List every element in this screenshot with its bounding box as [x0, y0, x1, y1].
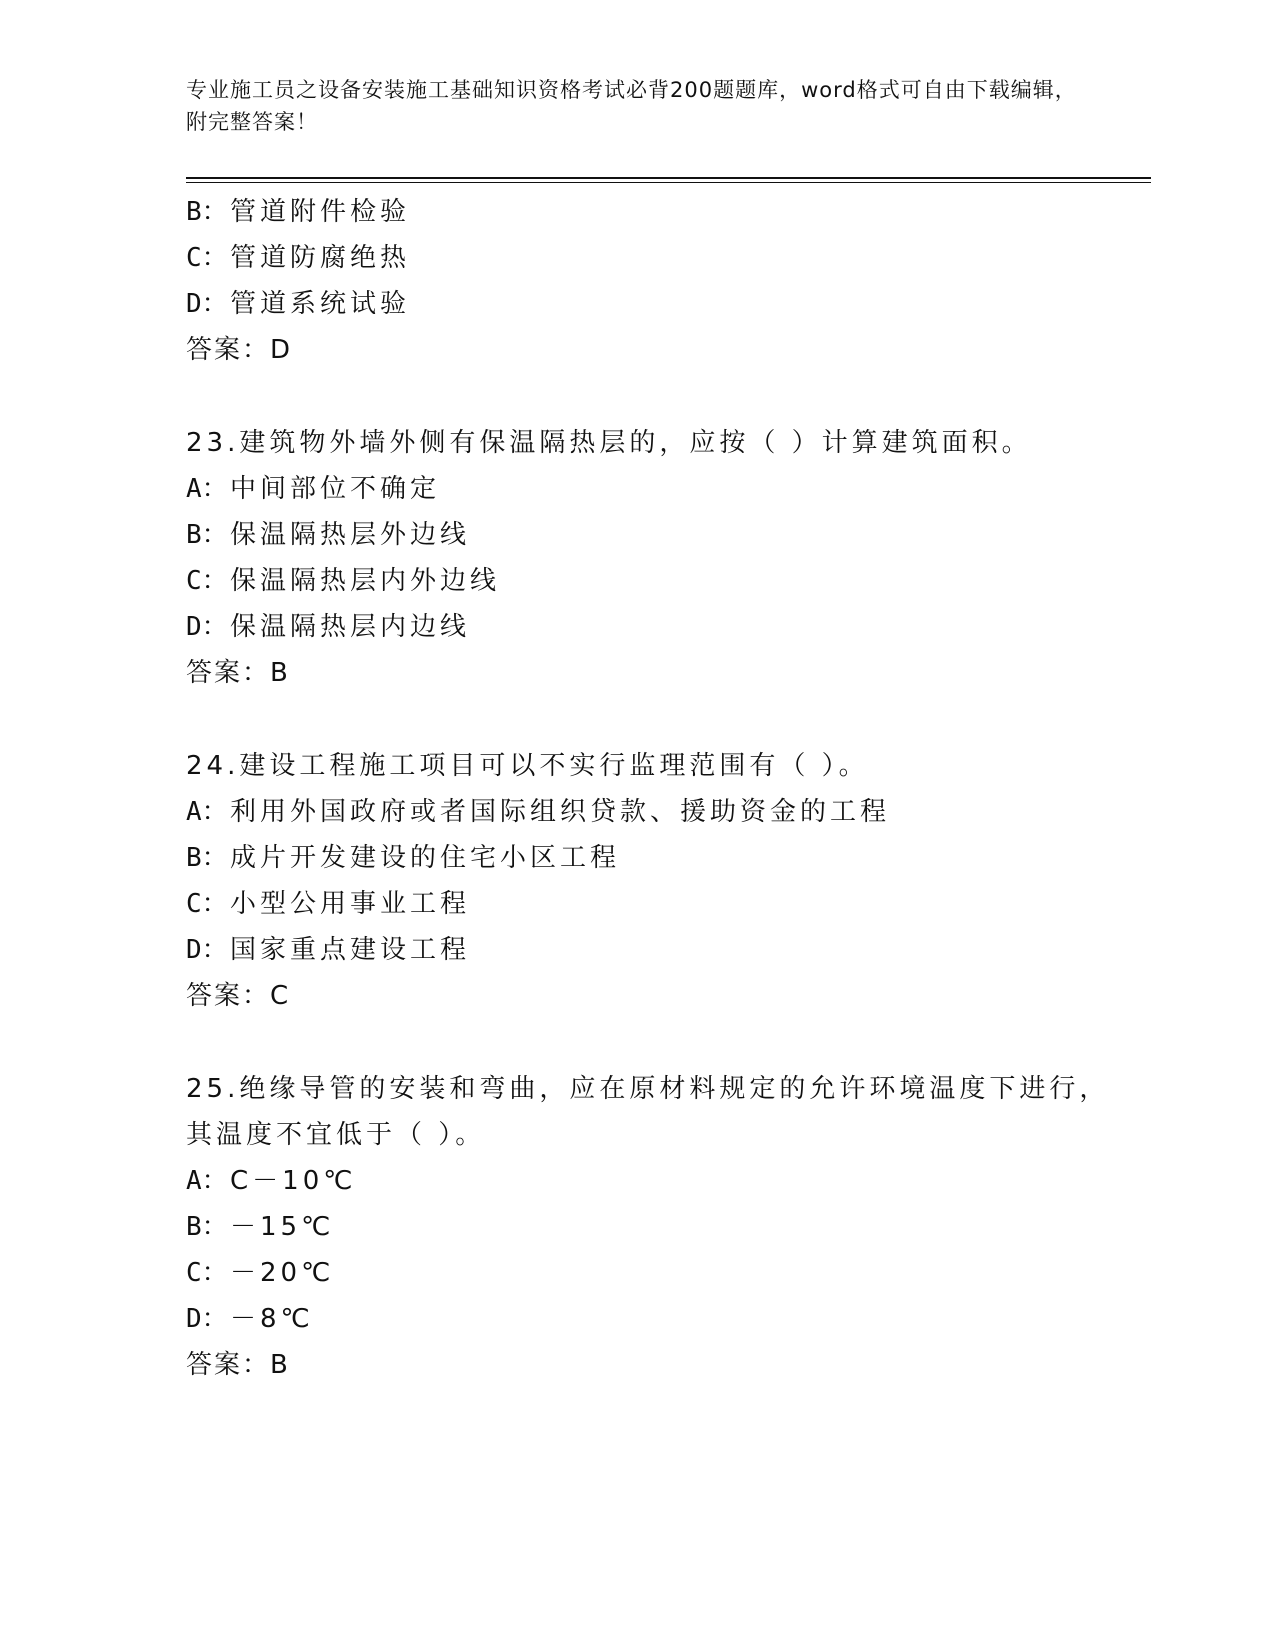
option-key: A：	[186, 797, 228, 827]
option-text: 管道防腐绝热	[230, 243, 411, 273]
question-25	[186, 1066, 1116, 1388]
answer-line: 答案：B	[186, 1350, 290, 1380]
option-text: 国家重点建设工程	[230, 935, 471, 965]
option-key: C：	[186, 1258, 228, 1288]
option-row	[186, 927, 1116, 973]
spacer	[186, 1019, 1116, 1066]
option-text: 保温隔热层外边线	[230, 520, 471, 550]
option-row	[186, 881, 1116, 927]
option-key: B：	[186, 520, 228, 550]
option-row	[186, 281, 1116, 327]
option-key: A：	[186, 474, 228, 504]
option-key: B：	[186, 1212, 228, 1242]
answer-line: 答案：D	[186, 335, 293, 365]
option-row	[186, 1204, 1116, 1250]
option-text: 管道附件检验	[230, 197, 411, 227]
option-row	[186, 1158, 1116, 1204]
option-text: 中间部位不确定	[230, 474, 441, 504]
spacer	[186, 696, 1116, 743]
option-row	[186, 1296, 1116, 1342]
option-row	[186, 189, 1116, 235]
option-text: 成片开发建设的住宅小区工程	[230, 843, 621, 873]
option-key: D：	[186, 289, 228, 319]
option-row	[186, 512, 1116, 558]
option-text: 管道系统试验	[230, 289, 411, 319]
option-row	[186, 835, 1116, 881]
option-row	[186, 604, 1116, 650]
option-text: －20℃	[230, 1258, 335, 1288]
option-key: C：	[186, 566, 228, 596]
option-text: －8℃	[230, 1304, 314, 1334]
question-23	[186, 420, 1116, 696]
option-text: －15℃	[230, 1212, 335, 1242]
answer-line: 答案：B	[186, 658, 290, 688]
option-row	[186, 235, 1116, 281]
option-row	[186, 558, 1116, 604]
option-text: 利用外国政府或者国际组织贷款、援助资金的工程	[230, 797, 891, 827]
header-divider-thick	[186, 177, 1151, 179]
question-stem: 23.建筑物外墙外侧有保温隔热层的，应按（ ）计算建筑面积。	[186, 428, 1032, 458]
header-divider-thin	[186, 182, 1151, 183]
document-header-title: 专业施工员之设备安装施工基础知识资格考试必背200题题库，word格式可自由下载编辑，附完整答案！	[186, 78, 1077, 134]
option-key: B：	[186, 197, 228, 227]
option-row	[186, 789, 1116, 835]
spacer	[186, 373, 1116, 420]
question-stem-line-2: 其温度不宜低于（ ）。	[186, 1120, 486, 1150]
option-key: D：	[186, 1304, 228, 1334]
option-key: D：	[186, 612, 228, 642]
question-stem: 24.建设工程施工项目可以不实行监理范围有（ ）。	[186, 751, 869, 781]
option-key: A：	[186, 1166, 228, 1196]
question-stem-line-1: 25.绝缘导管的安装和弯曲，应在原材料规定的允许环境温度下进行，	[186, 1074, 1110, 1104]
option-row	[186, 1250, 1116, 1296]
option-key: C：	[186, 243, 228, 273]
option-text: 保温隔热层内边线	[230, 612, 471, 642]
answer-line: 答案：C	[186, 981, 291, 1011]
question-22-continued	[186, 189, 1116, 373]
question-24	[186, 743, 1116, 1019]
option-row	[186, 466, 1116, 512]
option-key: D：	[186, 935, 228, 965]
option-text: 保温隔热层内外边线	[230, 566, 501, 596]
option-text: C－10℃	[230, 1166, 357, 1196]
option-key: B：	[186, 843, 228, 873]
document-body	[186, 189, 1116, 1388]
option-text: 小型公用事业工程	[230, 889, 471, 919]
option-key: C：	[186, 889, 228, 919]
